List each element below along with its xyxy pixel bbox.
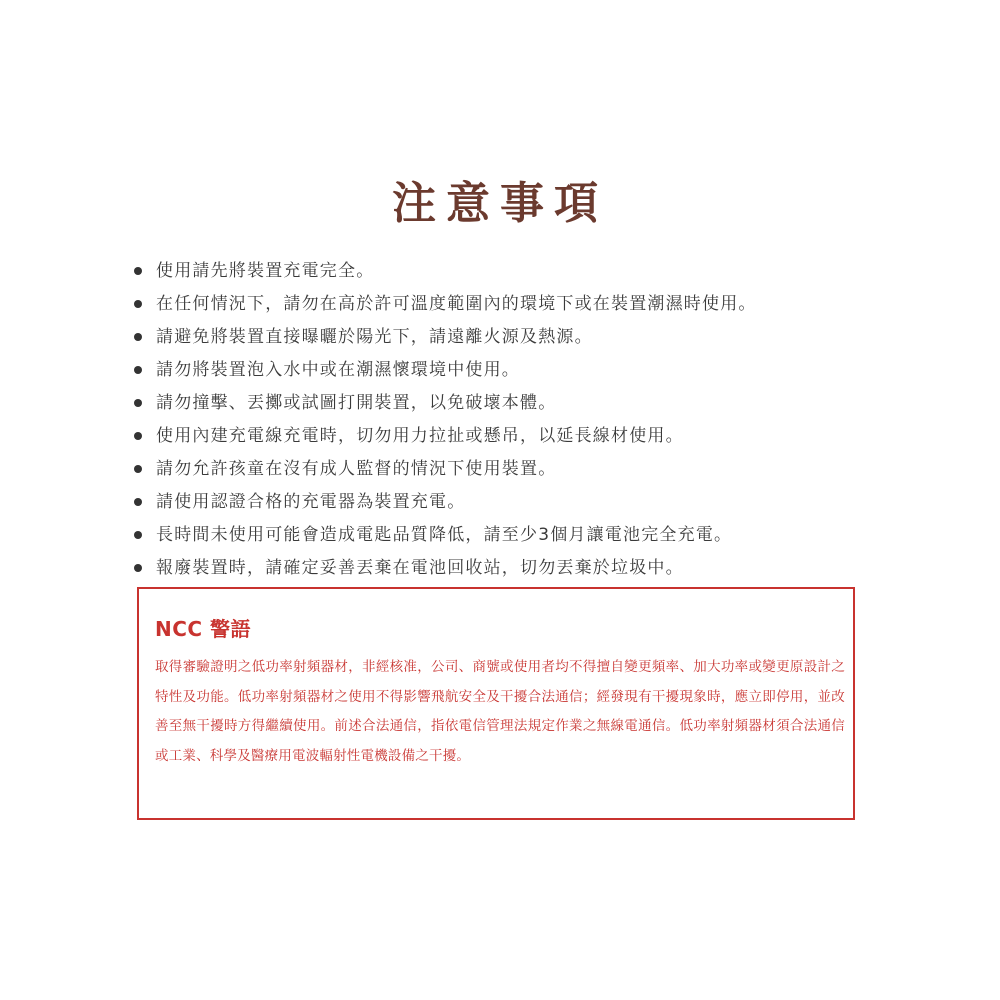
list-item <box>132 453 892 486</box>
bullet-icon <box>134 564 142 572</box>
notice-text: 報廢裝置時，請確定妥善丟棄在電池回收站，切勿丟棄於垃圾中。 <box>156 558 684 578</box>
bullet-icon <box>134 531 142 539</box>
notice-text: 使用請先將裝置充電完全。 <box>156 261 375 281</box>
notice-text: 請使用認證合格的充電器為裝置充電。 <box>156 492 466 512</box>
ncc-warning-body: 取得審驗證明之低功率射頻器材，非經核准，公司、商號或使用者均不得擅自變更頻率、加大功率或變更原設計之特性及功能。低功率射頻器材之使用不得影響飛航安全及干擾合法通信；經發現有干擾現象時，應立即停用，並改善至無干擾時方得繼續使用。前述合法通信，指依電信管理法規定作業之無線電通信。低功率射頻器材須合法通信或工業、科學及醫療用電波輻射性電機設備之干擾。 <box>155 659 845 764</box>
notice-text: 請勿撞擊、丟擲或試圖打開裝置，以免破壞本體。 <box>156 393 557 413</box>
list-item <box>132 387 892 420</box>
bullet-icon <box>134 300 142 308</box>
list-item <box>132 255 892 288</box>
list-item <box>132 552 892 585</box>
bullet-icon <box>134 366 142 374</box>
notice-text: 請避免將裝置直接曝曬於陽光下，請遠離火源及熱源。 <box>156 327 593 347</box>
notice-text: 長時間未使用可能會造成電匙品質降低，請至少3個月讓電池完全充電。 <box>156 525 733 545</box>
bullet-icon <box>134 399 142 407</box>
bullet-icon <box>134 465 142 473</box>
list-item <box>132 288 892 321</box>
notice-text: 請勿允許孩童在沒有成人監督的情況下使用裝置。 <box>156 459 557 479</box>
notice-list <box>132 255 892 585</box>
bullet-icon <box>134 432 142 440</box>
page-title: 注意事項 <box>392 178 608 229</box>
ncc-warning-title: NCC 警語 <box>155 617 252 641</box>
notice-text: 使用內建充電線充電時，切勿用力拉扯或懸吊，以延長線材使用。 <box>156 426 684 446</box>
list-item <box>132 420 892 453</box>
list-item <box>132 354 892 387</box>
ncc-warning-box <box>137 587 855 820</box>
list-item <box>132 486 892 519</box>
bullet-icon <box>134 333 142 341</box>
list-item <box>132 519 892 552</box>
bullet-icon <box>134 267 142 275</box>
bullet-icon <box>134 498 142 506</box>
notice-text: 請勿將裝置泡入水中或在潮濕懷環境中使用。 <box>156 360 520 380</box>
notice-text: 在任何情況下，請勿在高於許可溫度範圍內的環境下或在裝置潮濕時使用。 <box>156 294 757 314</box>
list-item <box>132 321 892 354</box>
